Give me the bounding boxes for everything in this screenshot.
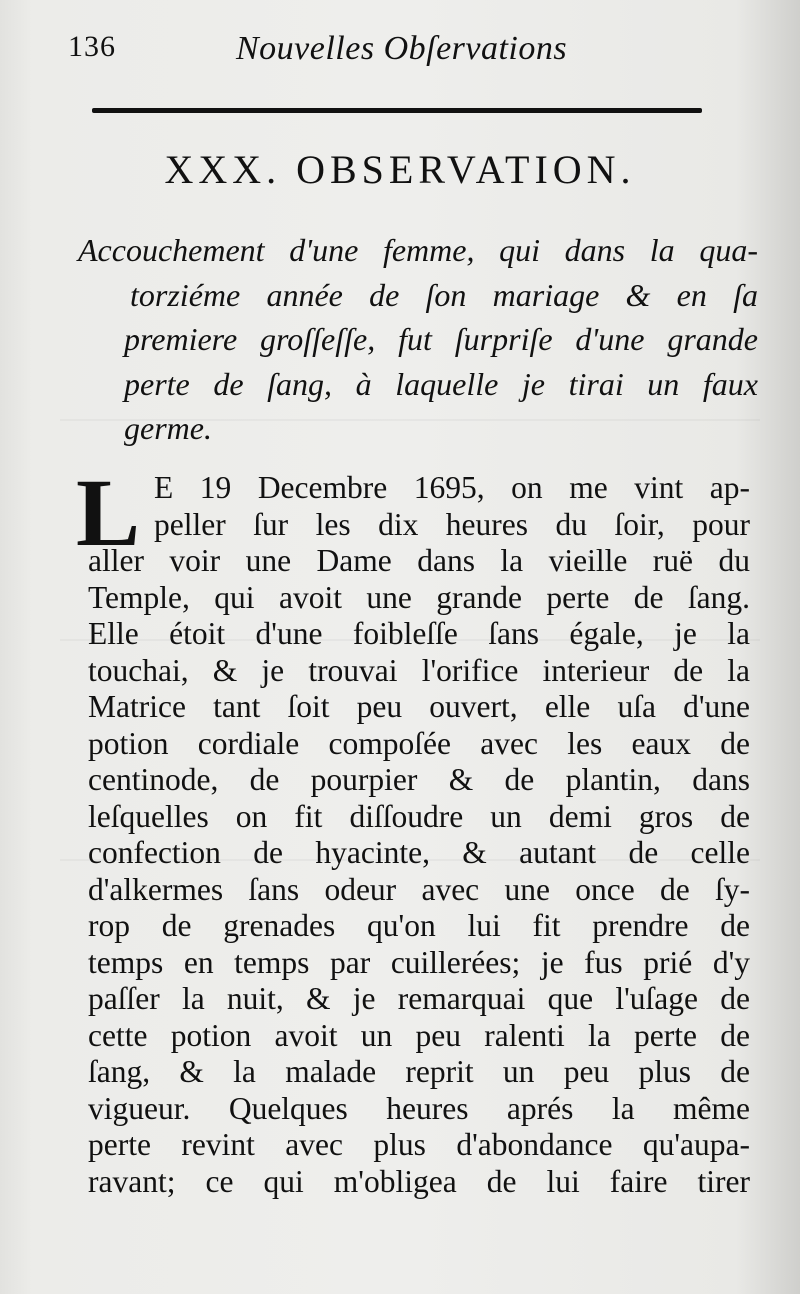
summary-line: germe. xyxy=(124,410,212,446)
summary-line: Accouchement d'une femme, qui dans la qua- xyxy=(78,232,758,268)
body-line: vigueur. Quelques heures aprés la même xyxy=(88,1090,750,1126)
summary-line: premiere groſſeſſe, fut ſurpriſe d'une grande xyxy=(124,321,758,357)
drop-cap: L xyxy=(76,459,141,566)
body-line: Temple, qui avoit une grande perte de ſang. xyxy=(88,579,750,615)
body-line: aller voir une Dame dans la vieille ruë du xyxy=(88,543,750,578)
body-line: confection de hyacinte, & autant de celle xyxy=(88,835,750,870)
running-head: Nouvelles Obſervations xyxy=(236,30,568,67)
body-line: Elle étoit d'une foibleſſe ſans égale, je la xyxy=(88,616,750,651)
body-line: ravant; ce qui m'obligea de lui faire tirer xyxy=(88,1163,750,1199)
body-line: potion cordiale compoſée avec les eaux de xyxy=(88,725,750,761)
body-line: d'alkermes ſans odeur avec une once de ſy- xyxy=(88,871,750,907)
summary-line: torziéme année de ſon mariage & en ſa xyxy=(130,276,758,313)
body-line: paſſer la nuit, & je remarquai que l'uſage de xyxy=(88,981,750,1016)
summary-line: perte de ſang, à laquelle je tirai un faux xyxy=(124,365,758,402)
section-heading: XXX. OBSERVATION. xyxy=(164,147,636,192)
body-text xyxy=(76,459,750,1200)
body-line: touchai, & je trouvai l'orifice interieur de la xyxy=(88,652,750,688)
page-number: 136 xyxy=(68,30,116,63)
body-line: temps en temps par cuillerées; je fus prié d'y xyxy=(88,944,750,980)
body-line: Matrice tant ſoit peu ouvert, elle uſa d'une xyxy=(88,689,750,724)
body-line: perte revint avec plus d'abondance qu'aupa- xyxy=(88,1127,750,1162)
page-header xyxy=(62,18,702,78)
body-line: rop de grenades qu'on lui fit prendre de xyxy=(88,908,750,943)
body-line: centinode, de pourpier & de plantin, dans xyxy=(88,762,750,797)
body-line: E 19 Decembre 1695, on me vint ap- xyxy=(154,470,750,505)
observation-summary xyxy=(78,228,758,451)
header-rule xyxy=(92,108,702,113)
body-line: ſang, & la malade reprit un peu plus de xyxy=(88,1054,750,1089)
body-line: leſquelles on fit diſſoudre un demi gros de xyxy=(88,798,750,834)
body-line: cette potion avoit un peu ralenti la perte de xyxy=(88,1017,750,1053)
body-line: peller ſur les dix heures du ſoir, pour xyxy=(154,506,750,542)
